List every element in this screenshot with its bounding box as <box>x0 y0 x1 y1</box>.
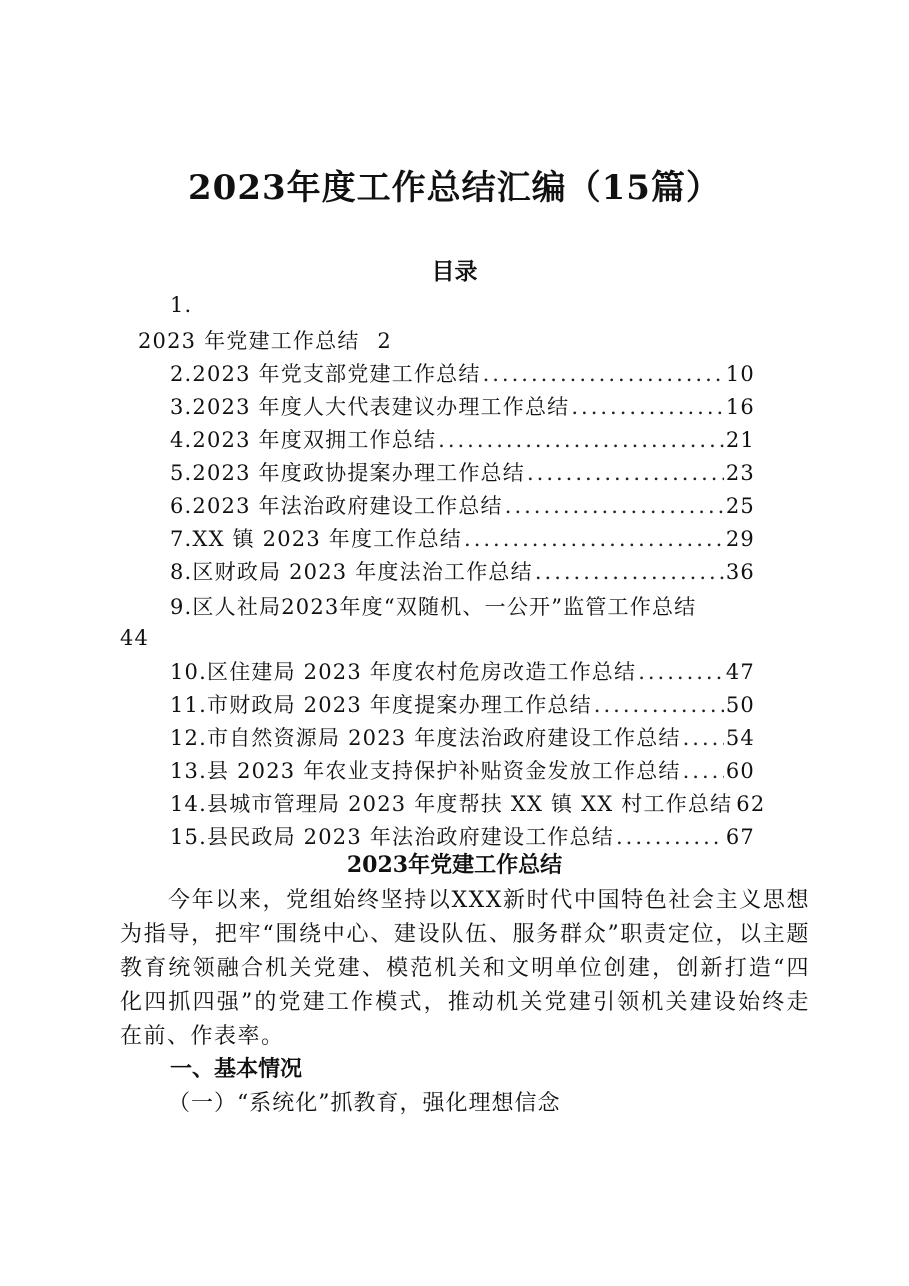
toc-entry-6[interactable] <box>170 490 755 518</box>
toc-leader-dots <box>483 362 724 386</box>
toc-entry-page: 50 <box>725 693 755 717</box>
toc-entry-text: 12.市自然资源局 2023 年度法治政府建设工作总结 <box>170 726 681 750</box>
toc-entry-text: 5.2023 年度政协提案办理工作总结 <box>170 461 525 485</box>
toc-leader-dots <box>535 560 724 584</box>
toc-entry-9-text[interactable]: 9.区人社局2023年度“双随机、一公开”监管工作总结 <box>170 595 697 619</box>
toc-entry-15[interactable] <box>170 821 755 849</box>
toc-entry-page: 21 <box>725 428 755 452</box>
toc-entry-3[interactable] <box>170 391 755 419</box>
section-title: 2023年党建工作总结 <box>346 852 563 878</box>
toc-entry-text: 8.区财政局 2023 年度法治工作总结 <box>170 560 533 584</box>
intro-paragraph: 今年以来，党组始终坚持以XXX新时代中国特色社会主义思想为指导，把牢“围绕中心、建设队伍、服务群众”职责定位，以主题教育统领融合机关党建、模范机关和文明单位创建，创新打造“四化四抓四强”的党建工作模式，推动机关党建引领机关建设始终走在前、作表率。 <box>120 888 810 1049</box>
toc-entry-9-page: 44 <box>120 626 150 650</box>
toc-entry-page: 67 <box>725 825 755 849</box>
toc-leader-dots <box>683 726 724 750</box>
toc-entry-text: 7.XX 镇 2023 年度工作总结 <box>170 527 463 551</box>
toc-entry-page: 23 <box>725 461 755 485</box>
toc-leader-dots <box>464 527 724 551</box>
toc-entry-text: 11.市财政局 2023 年度提案办理工作总结 <box>170 693 592 717</box>
toc-leader-dots <box>571 395 724 419</box>
heading-basic-situation: 一、基本情况 <box>170 1056 303 1082</box>
toc-entry-page: 36 <box>725 560 755 584</box>
toc-entry-text: 10.区住建局 2023 年度农村危房改造工作总结 <box>170 660 637 684</box>
toc-entry-page: 62 <box>736 792 766 816</box>
toc-entry-1-text: 2023 年党建工作总结 <box>138 329 360 353</box>
toc-entry-12[interactable] <box>170 722 755 750</box>
toc-entry-text: 3.2023 年度人大代表建议办理工作总结 <box>170 395 570 419</box>
toc-entry-page: 47 <box>725 660 755 684</box>
toc-entry-11[interactable] <box>170 689 755 717</box>
toc-entry-page: 16 <box>725 395 755 419</box>
toc-leader-dots <box>594 693 724 717</box>
toc-entry-page: 25 <box>725 494 755 518</box>
document-title: 2023年度工作总结汇编（15篇） <box>188 168 721 208</box>
toc-entry-text: 15.县民政局 2023 年法治政府建设工作总结 <box>170 825 614 849</box>
toc-entry-2[interactable] <box>170 358 755 386</box>
toc-leader-dots <box>638 660 724 684</box>
toc-entry-1-page: 2 <box>377 329 392 353</box>
toc-leader-dots <box>438 428 724 452</box>
toc-entry-7[interactable] <box>170 523 755 551</box>
toc-entry-text: 4.2023 年度双拥工作总结 <box>170 428 437 452</box>
toc-entry-page: 60 <box>725 759 755 783</box>
toc-entry-13[interactable] <box>170 755 755 783</box>
subheading-education: （一）“系统化”抓教育，强化理想信念 <box>168 1091 561 1116</box>
toc-leader-dots <box>616 825 724 849</box>
toc-entry-page: 10 <box>725 362 755 386</box>
toc-entry-1[interactable] <box>138 325 392 355</box>
toc-leader-dots <box>683 759 724 783</box>
toc-entry-page: 29 <box>725 527 755 551</box>
toc-entry-10[interactable] <box>170 656 755 684</box>
toc-entry-page: 54 <box>725 726 755 750</box>
toc-entry-8[interactable] <box>170 556 755 584</box>
toc-entry-5[interactable] <box>170 457 755 485</box>
toc-entry-text: 14.县城市管理局 2023 年度帮扶 XX 镇 XX 村工作总结 <box>170 792 733 816</box>
toc-heading: 目录 <box>431 258 478 285</box>
toc-entry-14[interactable] <box>170 788 766 816</box>
toc-entry-text: 13.县 2023 年农业支持保护补贴资金发放工作总结 <box>170 759 681 783</box>
toc-entry-text: 2.2023 年党支部党建工作总结 <box>170 362 481 386</box>
toc-leader-dots <box>527 461 724 485</box>
toc-entry-4[interactable] <box>170 424 755 452</box>
toc-leader-dots <box>505 494 724 518</box>
toc-entry-1-number[interactable]: 1. <box>170 293 193 317</box>
toc-entry-text: 6.2023 年法治政府建设工作总结 <box>170 494 503 518</box>
